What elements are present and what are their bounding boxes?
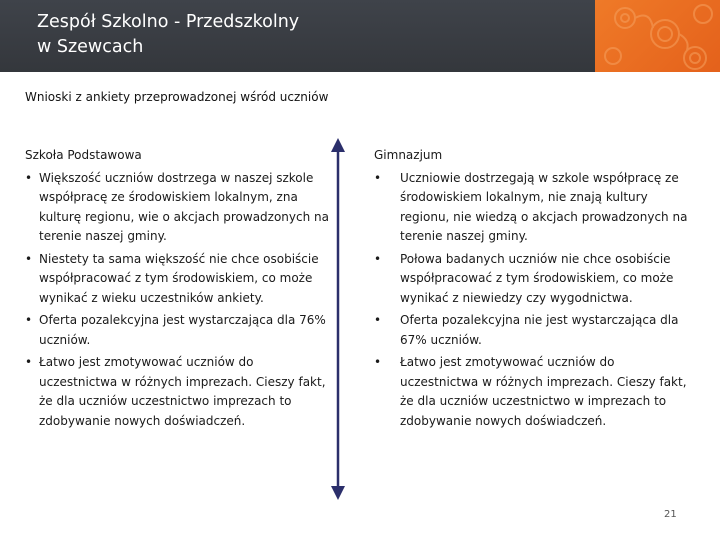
list-item-text: Łatwo jest zmotywować uczniów do uczestnictwa w różnych imprezach. Cieszy fakt, że dla uczniów uczestnictwo imprezach to zdobywanie nowych doświadczeń. bbox=[39, 355, 326, 428]
list-item bbox=[25, 250, 330, 309]
list-item bbox=[25, 169, 330, 247]
bullet-icon: • bbox=[374, 251, 382, 266]
header-accent-decoration bbox=[595, 0, 720, 72]
slide-header bbox=[0, 0, 720, 72]
slide-subtitle: Wnioski z ankiety przeprowadzonej wśród uczniów bbox=[25, 90, 329, 104]
page-number: 21 bbox=[664, 509, 677, 520]
slide-title: Zespół Szkolno - Przedszkolny w Szewcach bbox=[37, 12, 300, 57]
list-item bbox=[374, 311, 694, 350]
middle-school-heading: Gimnazjum bbox=[374, 148, 443, 162]
list-item-text: Oferta pozalekcyjna jest wystarczająca dla 76% uczniów. bbox=[39, 313, 326, 347]
list-item bbox=[374, 353, 694, 431]
list-item bbox=[25, 353, 330, 431]
bullet-icon: • bbox=[25, 355, 33, 369]
list-item-text: Niestety ta sama większość nie chce osobiście współpracować z tym środowiskiem, co może wynikać z wieku uczestników ankiety. bbox=[39, 251, 319, 305]
list-item-text: Uczniowie dostrzegają w szkole współpracę ze środowiskiem lokalnym, nie znają kultury regionu, nie wiedzą o akcjach prowadzonych na terenie naszej gminy. bbox=[400, 170, 688, 243]
bullet-icon: • bbox=[25, 251, 33, 266]
list-item-text: Oferta pozalekcyjna nie jest wystarczająca dla 67% uczniów. bbox=[400, 313, 679, 347]
bullet-icon: • bbox=[374, 170, 382, 185]
bullet-icon: • bbox=[25, 313, 33, 327]
list-item-text: Większość uczniów dostrzega w naszej szkole współpracę ze środowiskiem lokalnym, zna kulturę regionu, wie o akcjach prowadzonych na terenie naszej gminy. bbox=[39, 170, 329, 243]
bullet-icon: • bbox=[374, 355, 382, 369]
list-item bbox=[374, 169, 694, 247]
list-item-text: Połowa badanych uczniów nie chce osobiście współpracować z tym środowiskiem, co może wynikać z niewiedzy czy wygodnictwa. bbox=[400, 251, 674, 305]
bullet-icon: • bbox=[374, 313, 382, 327]
list-item bbox=[25, 311, 330, 350]
primary-school-heading: Szkoła Podstawowa bbox=[25, 148, 142, 162]
bullet-icon: • bbox=[25, 170, 33, 185]
double-arrow-divider-icon bbox=[330, 138, 346, 500]
primary-school-column bbox=[25, 146, 330, 434]
swirl-pattern-icon bbox=[595, 0, 720, 72]
list-item-text: Łatwo jest zmotywować uczniów do uczestnictwa w różnych imprezach. Cieszy fakt, że dla uczniów uczestnictwo w imprezach to zdobywanie nowych doświadczeń. bbox=[400, 355, 687, 428]
list-item bbox=[374, 250, 694, 309]
middle-school-column bbox=[374, 146, 694, 434]
